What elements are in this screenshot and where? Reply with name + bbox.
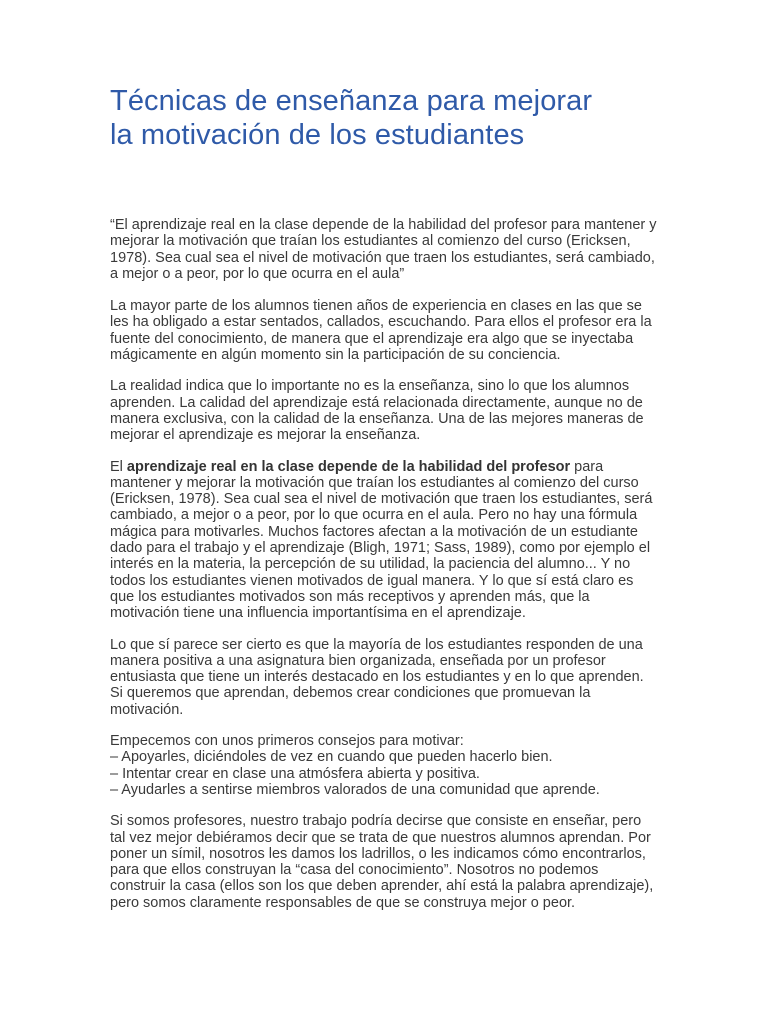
list-item: – Apoyarles, diciéndoles de vez en cuando que pueden hacerlo bien.: [110, 749, 553, 766]
paragraph-prefix: El: [110, 458, 127, 475]
paragraph-reality: La realidad indica que lo importante no es la enseñanza, sino lo que los alumnos aprenden. La calidad del aprendizaje está relacionada directamente, aunque no de manera exclusiva, con la calidad de la enseñanza. Una de las mejores maneras de mejorar el aprendizaje es mejorar la enseñanza.: [110, 378, 644, 444]
page-title: [110, 84, 658, 152]
document-body: [110, 217, 658, 911]
paragraph-rest: para mantener y mejorar la motivación que traían los estudiantes al comienzo del curso (Ericksen, 1978). Sea cual sea el nivel de motivación que traen los estudiantes, será cambiado, a mejor o a peor, por lo que ocurra en el aula. Pero no hay una fórmula mágica para motivarles. Muchos factores afectan a la motivación de un estudiante dado para el trabajo y el aprendizaje (Bligh, 1971; Sass, 1989), como por ejemplo el interés en la materia, la percepción de su utilidad, la paciencia del alumno... Y no todos los estudiantes vienen motivados de igual manera. Y lo que sí está claro es que los estudiantes motivados son más receptivos y aprenden más, que la motivación tiene una influencia importantísima en el aprendizaje.: [110, 458, 653, 622]
paragraph-teachers: Si somos profesores, nuestro trabajo podría decirse que consiste en enseñar, pero tal vez mejor debiéramos decir que se trata de que nuestros alumnos aprendan. Por poner un símil, nosotros les damos los ladrillos, o les indicamos cómo encontrarlos, para que ellos construyan la “casa del conocimiento”. Nosotros no podemos construir la casa (ellos son los que deben aprender, ahí está la palabra aprendizaje), pero somos claramente responsables de que se construya mejor o peor.: [110, 813, 654, 911]
list-item: – Ayudarles a sentirse miembros valorados de una comunidad que aprende.: [110, 781, 600, 798]
document-page: [110, 84, 658, 926]
quote-paragraph: “El aprendizaje real en la clase depende de la habilidad del profesor para mantener y mejorar la motivación que traían los estudiantes al comienzo del curso (Ericksen, 1978). Sea cual sea el nivel de motivación que traen los estudiantes, será cambiado, a mejor o a peor, por lo que ocurra en el aula”: [110, 217, 657, 282]
tips-list: [110, 733, 658, 798]
title-line-2: la motivación de los estudiantes: [110, 119, 525, 151]
paragraph-positive-response: Lo que sí parece ser cierto es que la mayoría de los estudiantes responden de una manera positiva a una asignatura bien organizada, enseñada por un profesor entusiasta que tiene un interés destacado en los estudiantes y en lo que aprenden. Si queremos que aprendan, debemos crear condiciones que promuevan la motivación.: [110, 636, 644, 718]
title-line-1: Técnicas de enseñanza para mejorar: [110, 85, 593, 117]
paragraph-real-learning: [110, 459, 658, 622]
bold-phrase: aprendizaje real en la clase depende de la habilidad del profesor: [126, 458, 571, 475]
list-item: – Intentar crear en clase una atmósfera abierta y positiva.: [110, 765, 480, 782]
paragraph-students-experience: La mayor parte de los alumnos tienen años de experiencia en clases en las que se les ha obligado a estar sentados, callados, escuchando. Para ellos el profesor era la fuente del conocimiento, de manera que el aprendizaje era algo que se inyectaba mágicamente en algún momento sin la participación de su conciencia.: [110, 298, 652, 364]
list-intro: Empecemos con unos primeros consejos para motivar:: [110, 733, 464, 750]
